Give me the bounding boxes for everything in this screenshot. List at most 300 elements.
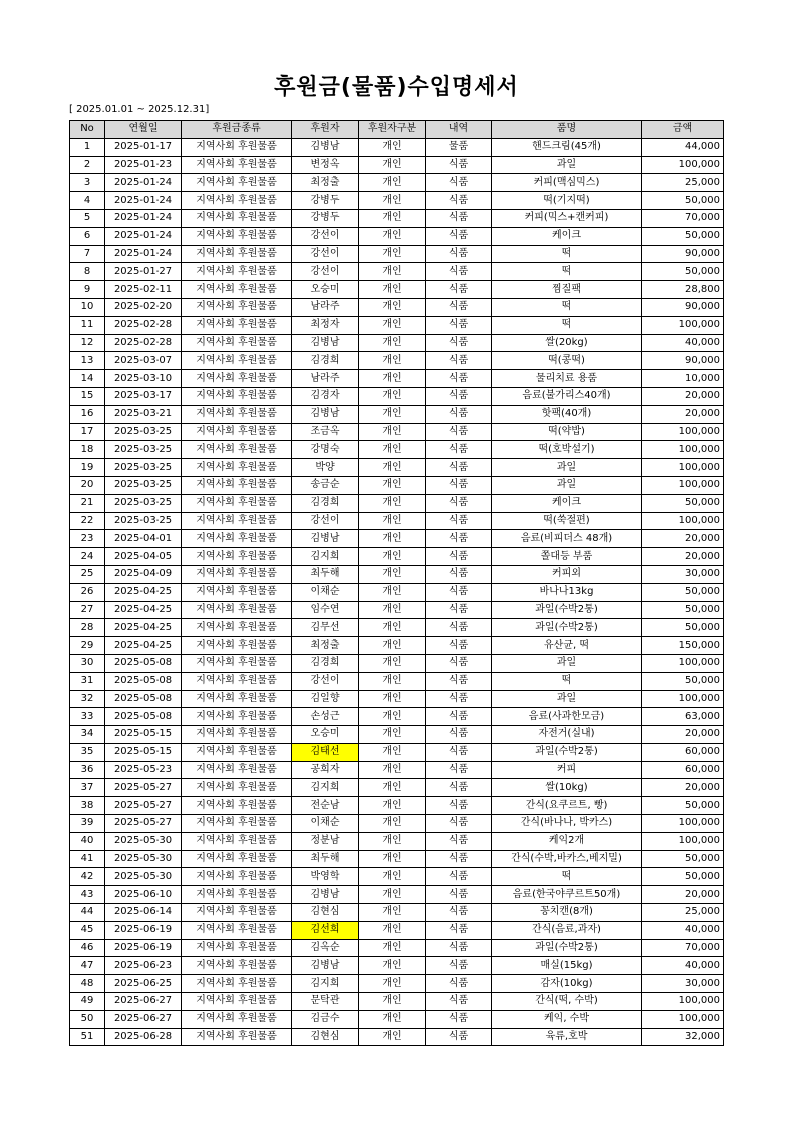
- cell-category: 식품: [426, 352, 492, 370]
- table-row: [70, 298, 724, 316]
- table-row: [70, 138, 724, 156]
- cell-kind: 지역사회 후원물품: [182, 601, 292, 619]
- cell-date: 2025-05-08: [105, 690, 182, 708]
- cell-amount: 63,000: [642, 708, 724, 726]
- cell-category: 식품: [426, 1010, 492, 1028]
- cell-category: 식품: [426, 476, 492, 494]
- cell-category: 식품: [426, 601, 492, 619]
- cell-donor: 임수연: [292, 601, 359, 619]
- cell-kind: 지역사회 후원물품: [182, 939, 292, 957]
- cell-no: 38: [70, 797, 105, 815]
- column-header-donor-type: 후원자구분: [359, 121, 426, 139]
- cell-kind: 지역사회 후원물품: [182, 619, 292, 637]
- cell-donor-type: 개인: [359, 209, 426, 227]
- cell-no: 3: [70, 174, 105, 192]
- cell-category: 식품: [426, 637, 492, 655]
- cell-category: 물품: [426, 138, 492, 156]
- cell-donor: 김태선: [292, 743, 359, 761]
- cell-donor: 김병남: [292, 530, 359, 548]
- cell-amount: 32,000: [642, 1028, 724, 1046]
- table-row: [70, 797, 724, 815]
- cell-date: 2025-02-20: [105, 298, 182, 316]
- cell-amount: 20,000: [642, 726, 724, 744]
- cell-donor-type: 개인: [359, 672, 426, 690]
- cell-no: 42: [70, 868, 105, 886]
- cell-kind: 지역사회 후원물품: [182, 708, 292, 726]
- table-row: [70, 583, 724, 601]
- table-row: [70, 832, 724, 850]
- cell-kind: 지역사회 후원물품: [182, 1010, 292, 1028]
- cell-date: 2025-05-08: [105, 672, 182, 690]
- cell-date: 2025-05-27: [105, 797, 182, 815]
- page-title: 후원금(물품)수입명세서: [274, 75, 519, 100]
- cell-no: 43: [70, 886, 105, 904]
- cell-donor: 최정자: [292, 316, 359, 334]
- cell-donor-type: 개인: [359, 245, 426, 263]
- cell-kind: 지역사회 후원물품: [182, 726, 292, 744]
- cell-kind: 지역사회 후원물품: [182, 281, 292, 299]
- cell-date: 2025-03-25: [105, 494, 182, 512]
- cell-no: 5: [70, 209, 105, 227]
- cell-kind: 지역사회 후원물품: [182, 672, 292, 690]
- cell-kind: 지역사회 후원물품: [182, 476, 292, 494]
- cell-no: 6: [70, 227, 105, 245]
- cell-kind: 지역사회 후원물품: [182, 654, 292, 672]
- cell-date: 2025-03-25: [105, 459, 182, 477]
- cell-kind: 지역사회 후원물품: [182, 975, 292, 993]
- cell-date: 2025-05-15: [105, 726, 182, 744]
- cell-amount: 40,000: [642, 957, 724, 975]
- cell-no: 17: [70, 423, 105, 441]
- cell-amount: 50,000: [642, 868, 724, 886]
- cell-category: 식품: [426, 868, 492, 886]
- table-row: [70, 868, 724, 886]
- cell-donor: 김무선: [292, 619, 359, 637]
- cell-donor-type: 개인: [359, 530, 426, 548]
- cell-donor: 김경자: [292, 387, 359, 405]
- cell-amount: 50,000: [642, 601, 724, 619]
- cell-amount: 100,000: [642, 441, 724, 459]
- cell-category: 식품: [426, 993, 492, 1011]
- cell-date: 2025-06-10: [105, 886, 182, 904]
- cell-donor-type: 개인: [359, 743, 426, 761]
- cell-donor: 김경희: [292, 494, 359, 512]
- cell-donor-type: 개인: [359, 975, 426, 993]
- cell-amount: 100,000: [642, 1010, 724, 1028]
- cell-date: 2025-05-08: [105, 654, 182, 672]
- cell-item: 떡(약밥): [492, 423, 642, 441]
- cell-donor-type: 개인: [359, 548, 426, 566]
- cell-donor-type: 개인: [359, 476, 426, 494]
- cell-item: 과일: [492, 459, 642, 477]
- table-row: [70, 459, 724, 477]
- cell-no: 24: [70, 548, 105, 566]
- cell-donor-type: 개인: [359, 815, 426, 833]
- cell-item: 핫팩(40개): [492, 405, 642, 423]
- cell-donor: 공희자: [292, 761, 359, 779]
- cell-kind: 지역사회 후원물품: [182, 743, 292, 761]
- cell-kind: 지역사회 후원물품: [182, 370, 292, 388]
- cell-kind: 지역사회 후원물품: [182, 850, 292, 868]
- cell-date: 2025-04-25: [105, 583, 182, 601]
- cell-donor-type: 개인: [359, 316, 426, 334]
- cell-amount: 90,000: [642, 352, 724, 370]
- cell-date: 2025-06-14: [105, 904, 182, 922]
- cell-amount: 28,800: [642, 281, 724, 299]
- cell-donor: 김현심: [292, 1028, 359, 1046]
- cell-no: 45: [70, 921, 105, 939]
- cell-category: 식품: [426, 209, 492, 227]
- cell-category: 식품: [426, 512, 492, 530]
- cell-amount: 60,000: [642, 761, 724, 779]
- cell-amount: 70,000: [642, 209, 724, 227]
- cell-kind: 지역사회 후원물품: [182, 815, 292, 833]
- cell-donor: 남라주: [292, 298, 359, 316]
- table-row: [70, 743, 724, 761]
- column-header-kind: 후원금종류: [182, 121, 292, 139]
- cell-no: 1: [70, 138, 105, 156]
- cell-no: 11: [70, 316, 105, 334]
- cell-no: 9: [70, 281, 105, 299]
- column-header-no: No: [70, 121, 105, 139]
- cell-kind: 지역사회 후원물품: [182, 637, 292, 655]
- cell-item: 떡(기지떡): [492, 192, 642, 210]
- cell-donor: 오승미: [292, 281, 359, 299]
- cell-amount: 100,000: [642, 156, 724, 174]
- cell-donor-type: 개인: [359, 921, 426, 939]
- cell-amount: 100,000: [642, 423, 724, 441]
- cell-item: 간식(음료,과자): [492, 921, 642, 939]
- cell-donor: 김병남: [292, 405, 359, 423]
- cell-no: 19: [70, 459, 105, 477]
- table-row: [70, 690, 724, 708]
- cell-category: 식품: [426, 565, 492, 583]
- cell-item: 음료(한국야쿠르트50개): [492, 886, 642, 904]
- cell-no: 16: [70, 405, 105, 423]
- cell-kind: 지역사회 후원물품: [182, 957, 292, 975]
- cell-donor: 이채순: [292, 815, 359, 833]
- cell-date: 2025-03-17: [105, 387, 182, 405]
- cell-item: 커피(믹스+캔커피): [492, 209, 642, 227]
- cell-item: 쌀(20kg): [492, 334, 642, 352]
- cell-date: 2025-06-19: [105, 921, 182, 939]
- cell-category: 식품: [426, 779, 492, 797]
- cell-item: 떡: [492, 672, 642, 690]
- cell-no: 44: [70, 904, 105, 922]
- cell-donor-type: 개인: [359, 459, 426, 477]
- cell-item: 과일: [492, 690, 642, 708]
- table-row: [70, 245, 724, 263]
- cell-item: 과일: [492, 476, 642, 494]
- cell-amount: 50,000: [642, 672, 724, 690]
- cell-donor-type: 개인: [359, 993, 426, 1011]
- cell-donor-type: 개인: [359, 850, 426, 868]
- cell-item: 떡(호박설기): [492, 441, 642, 459]
- table-row: [70, 904, 724, 922]
- table-row: [70, 423, 724, 441]
- cell-category: 식품: [426, 939, 492, 957]
- cell-amount: 100,000: [642, 476, 724, 494]
- cell-date: 2025-03-10: [105, 370, 182, 388]
- cell-category: 식품: [426, 797, 492, 815]
- cell-donor: 강선이: [292, 227, 359, 245]
- cell-donor: 강명숙: [292, 441, 359, 459]
- cell-category: 식품: [426, 281, 492, 299]
- table-row: [70, 726, 724, 744]
- cell-category: 식품: [426, 530, 492, 548]
- table-row: [70, 957, 724, 975]
- cell-amount: 20,000: [642, 886, 724, 904]
- cell-category: 식품: [426, 441, 492, 459]
- cell-kind: 지역사회 후원물품: [182, 316, 292, 334]
- table-row: [70, 1010, 724, 1028]
- cell-donor-type: 개인: [359, 957, 426, 975]
- cell-donor-type: 개인: [359, 138, 426, 156]
- cell-date: 2025-01-24: [105, 245, 182, 263]
- cell-item: 쫄대등 부품: [492, 548, 642, 566]
- table-row: [70, 850, 724, 868]
- table-row: [70, 227, 724, 245]
- cell-category: 식품: [426, 423, 492, 441]
- cell-item: 육류,호박: [492, 1028, 642, 1046]
- table-row: [70, 263, 724, 281]
- cell-no: 23: [70, 530, 105, 548]
- cell-item: 과일(수박2통): [492, 601, 642, 619]
- cell-item: 커피: [492, 761, 642, 779]
- cell-item: 꽁치캔(8개): [492, 904, 642, 922]
- cell-item: 유산균, 떡: [492, 637, 642, 655]
- table-row: [70, 619, 724, 637]
- cell-category: 식품: [426, 316, 492, 334]
- cell-item: 떡: [492, 298, 642, 316]
- cell-category: 식품: [426, 387, 492, 405]
- cell-donor: 문탁관: [292, 993, 359, 1011]
- cell-donor: 송금순: [292, 476, 359, 494]
- cell-item: 과일: [492, 156, 642, 174]
- cell-donor-type: 개인: [359, 832, 426, 850]
- cell-item: 케익, 수박: [492, 1010, 642, 1028]
- cell-no: 10: [70, 298, 105, 316]
- cell-kind: 지역사회 후원물품: [182, 387, 292, 405]
- cell-donor: 김옥순: [292, 939, 359, 957]
- cell-date: 2025-04-25: [105, 601, 182, 619]
- cell-kind: 지역사회 후원물품: [182, 1028, 292, 1046]
- cell-donor: 이채순: [292, 583, 359, 601]
- cell-no: 7: [70, 245, 105, 263]
- table-row: [70, 316, 724, 334]
- cell-kind: 지역사회 후원물품: [182, 138, 292, 156]
- cell-category: 식품: [426, 370, 492, 388]
- cell-amount: 50,000: [642, 263, 724, 281]
- cell-kind: 지역사회 후원물품: [182, 761, 292, 779]
- cell-no: 30: [70, 654, 105, 672]
- table-row: [70, 512, 724, 530]
- cell-item: 간식(바나나, 박카스): [492, 815, 642, 833]
- cell-category: 식품: [426, 174, 492, 192]
- cell-date: 2025-05-30: [105, 832, 182, 850]
- table-row: [70, 886, 724, 904]
- cell-amount: 20,000: [642, 530, 724, 548]
- cell-no: 22: [70, 512, 105, 530]
- cell-amount: 150,000: [642, 637, 724, 655]
- table-row: [70, 601, 724, 619]
- cell-kind: 지역사회 후원물품: [182, 512, 292, 530]
- cell-amount: 100,000: [642, 815, 724, 833]
- cell-item: 과일(수박2통): [492, 743, 642, 761]
- table-row: [70, 530, 724, 548]
- cell-category: 식품: [426, 832, 492, 850]
- column-header-item: 품명: [492, 121, 642, 139]
- cell-donor: 강병두: [292, 192, 359, 210]
- cell-category: 식품: [426, 619, 492, 637]
- cell-category: 식품: [426, 1028, 492, 1046]
- cell-date: 2025-03-25: [105, 423, 182, 441]
- cell-date: 2025-06-23: [105, 957, 182, 975]
- cell-no: 14: [70, 370, 105, 388]
- cell-donor-type: 개인: [359, 797, 426, 815]
- cell-category: 식품: [426, 583, 492, 601]
- cell-donor: 남라주: [292, 370, 359, 388]
- cell-date: 2025-05-15: [105, 743, 182, 761]
- cell-category: 식품: [426, 227, 492, 245]
- cell-kind: 지역사회 후원물품: [182, 886, 292, 904]
- cell-item: 과일(수박2통): [492, 619, 642, 637]
- cell-category: 식품: [426, 761, 492, 779]
- cell-donor: 김지희: [292, 975, 359, 993]
- cell-donor: 김병남: [292, 138, 359, 156]
- cell-category: 식품: [426, 726, 492, 744]
- cell-amount: 44,000: [642, 138, 724, 156]
- cell-category: 식품: [426, 494, 492, 512]
- cell-item: 케이크: [492, 494, 642, 512]
- cell-no: 4: [70, 192, 105, 210]
- cell-item: 음료(사과한모금): [492, 708, 642, 726]
- cell-no: 46: [70, 939, 105, 957]
- cell-no: 40: [70, 832, 105, 850]
- cell-kind: 지역사회 후원물품: [182, 459, 292, 477]
- table-row: [70, 921, 724, 939]
- cell-date: 2025-06-27: [105, 993, 182, 1011]
- cell-donor-type: 개인: [359, 387, 426, 405]
- cell-category: 식품: [426, 975, 492, 993]
- cell-date: 2025-02-28: [105, 334, 182, 352]
- cell-amount: 30,000: [642, 565, 724, 583]
- cell-item: 과일: [492, 654, 642, 672]
- cell-item: 간식(떡, 수박): [492, 993, 642, 1011]
- cell-donor-type: 개인: [359, 726, 426, 744]
- cell-date: 2025-05-08: [105, 708, 182, 726]
- cell-item: 떡: [492, 316, 642, 334]
- cell-item: 떡: [492, 868, 642, 886]
- cell-donor-type: 개인: [359, 654, 426, 672]
- column-header-category: 내역: [426, 121, 492, 139]
- cell-date: 2025-05-27: [105, 815, 182, 833]
- cell-item: 매실(15kg): [492, 957, 642, 975]
- cell-category: 식품: [426, 743, 492, 761]
- cell-no: 13: [70, 352, 105, 370]
- cell-kind: 지역사회 후원물품: [182, 156, 292, 174]
- cell-donor: 최정출: [292, 174, 359, 192]
- cell-kind: 지역사회 후원물품: [182, 441, 292, 459]
- cell-kind: 지역사회 후원물품: [182, 263, 292, 281]
- cell-item: 과일(수박2통): [492, 939, 642, 957]
- cell-donor: 김선희: [292, 921, 359, 939]
- table-row: [70, 565, 724, 583]
- table-row: [70, 281, 724, 299]
- cell-no: 47: [70, 957, 105, 975]
- cell-no: 32: [70, 690, 105, 708]
- cell-donor-type: 개인: [359, 334, 426, 352]
- cell-donor: 강선이: [292, 672, 359, 690]
- cell-date: 2025-03-25: [105, 441, 182, 459]
- cell-item: 떡: [492, 245, 642, 263]
- cell-amount: 50,000: [642, 850, 724, 868]
- table-row: [70, 352, 724, 370]
- table-row: [70, 761, 724, 779]
- cell-no: 25: [70, 565, 105, 583]
- cell-date: 2025-04-01: [105, 530, 182, 548]
- cell-category: 식품: [426, 156, 492, 174]
- cell-amount: 50,000: [642, 494, 724, 512]
- cell-donor-type: 개인: [359, 761, 426, 779]
- cell-donor: 김경희: [292, 352, 359, 370]
- cell-donor: 조금옥: [292, 423, 359, 441]
- cell-donor: 손성근: [292, 708, 359, 726]
- cell-donor-type: 개인: [359, 779, 426, 797]
- cell-amount: 40,000: [642, 921, 724, 939]
- cell-date: 2025-02-28: [105, 316, 182, 334]
- table-row: [70, 708, 724, 726]
- cell-date: 2025-05-30: [105, 850, 182, 868]
- cell-item: 핸드크림(45개): [492, 138, 642, 156]
- cell-kind: 지역사회 후원물품: [182, 565, 292, 583]
- cell-amount: 25,000: [642, 174, 724, 192]
- period-label: [ 2025.01.01 ~ 2025.12.31]: [69, 104, 210, 115]
- cell-donor-type: 개인: [359, 583, 426, 601]
- cell-no: 48: [70, 975, 105, 993]
- cell-date: 2025-03-21: [105, 405, 182, 423]
- cell-donor: 김현심: [292, 904, 359, 922]
- cell-donor-type: 개인: [359, 1028, 426, 1046]
- cell-date: 2025-05-30: [105, 868, 182, 886]
- table-row: [70, 370, 724, 388]
- cell-item: 간식(요쿠르트, 빵): [492, 797, 642, 815]
- cell-donor: 변정옥: [292, 156, 359, 174]
- cell-amount: 50,000: [642, 797, 724, 815]
- cell-amount: 25,000: [642, 904, 724, 922]
- cell-category: 식품: [426, 815, 492, 833]
- cell-donor-type: 개인: [359, 886, 426, 904]
- cell-kind: 지역사회 후원물품: [182, 352, 292, 370]
- cell-donor: 오승미: [292, 726, 359, 744]
- cell-category: 식품: [426, 886, 492, 904]
- donation-table: [69, 120, 724, 1046]
- cell-category: 식품: [426, 654, 492, 672]
- cell-no: 21: [70, 494, 105, 512]
- cell-amount: 100,000: [642, 993, 724, 1011]
- cell-date: 2025-01-17: [105, 138, 182, 156]
- cell-donor-type: 개인: [359, 601, 426, 619]
- cell-no: 27: [70, 601, 105, 619]
- cell-amount: 100,000: [642, 832, 724, 850]
- cell-category: 식품: [426, 672, 492, 690]
- cell-donor-type: 개인: [359, 192, 426, 210]
- cell-kind: 지역사회 후원물품: [182, 690, 292, 708]
- cell-kind: 지역사회 후원물품: [182, 779, 292, 797]
- cell-donor: 전순남: [292, 797, 359, 815]
- cell-date: 2025-04-05: [105, 548, 182, 566]
- cell-donor-type: 개인: [359, 565, 426, 583]
